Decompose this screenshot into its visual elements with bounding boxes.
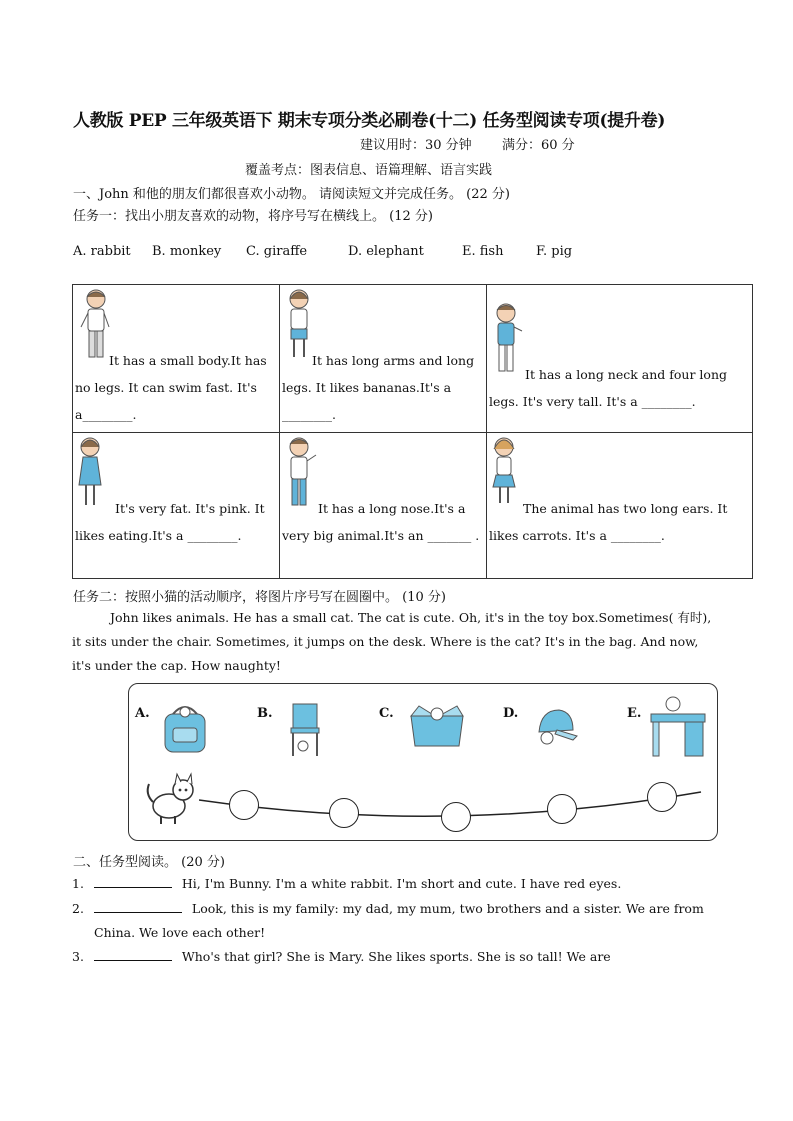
question-3-text: Who's that girl? She is Mary. She likes sports. She is so tall! We are xyxy=(181,949,611,964)
question-2-number: 2. xyxy=(72,901,84,916)
cell-2 xyxy=(280,285,487,433)
chair-icon xyxy=(285,702,325,758)
picture-label-a: A. xyxy=(135,706,150,721)
cell-5 xyxy=(280,433,487,579)
cat-picture-panel xyxy=(128,683,718,841)
sequence-circle-5[interactable] xyxy=(647,782,677,812)
toy-box-icon xyxy=(405,702,469,748)
exam-time-score xyxy=(360,134,575,153)
task1-instruction: 任务一：找出小朋友喜欢的动物，将序号写在横线上。 (12 分) xyxy=(73,209,433,224)
passage-line1: John likes animals. He has a small cat. The cat is cute. Oh, it's in the toy box.Sometimes( 有时), xyxy=(110,610,712,625)
cell5-line2: very big animal.It's an _______ . xyxy=(282,528,480,543)
sequence-circle-1[interactable] xyxy=(229,790,259,820)
cat-icon xyxy=(143,770,205,828)
cap-icon xyxy=(533,704,579,750)
bag-icon xyxy=(159,700,211,756)
answer-blank-1[interactable] xyxy=(94,875,172,888)
sequence-circle-3[interactable] xyxy=(441,802,471,832)
part1-heading: 一、John 和他的朋友们都很喜欢小动物。 请阅读短文并完成任务。 (22 分) xyxy=(73,187,510,202)
option-b: B. monkey xyxy=(152,244,222,259)
task2-instruction: 任务二：按照小猫的活动顺序，将图片序号写在圆圈中。 (10 分) xyxy=(73,590,446,605)
cell6-line2: likes carrots. It's a ________. xyxy=(489,528,665,543)
cell-1 xyxy=(73,285,280,433)
cell6-line1: The animal has two long ears. It xyxy=(523,501,728,516)
sequence-circle-4[interactable] xyxy=(547,794,577,824)
cell1-line3: a________. xyxy=(75,407,137,422)
picture-label-c: C. xyxy=(379,706,394,721)
option-f: F. pig xyxy=(536,244,573,259)
coverage-points: 覆盖考点：图表信息、语篇理解、语言实践 xyxy=(245,163,493,178)
passage-line2: it sits under the chair. Sometimes, it jumps on the desk. Where is the cat? It's in the bag. And now, xyxy=(72,634,699,649)
full-score: 满分：60 分 xyxy=(501,138,575,153)
page-title: 人教版 PEP 三年级英语下 期末专项分类必刷卷(十二) 任务型阅读专项(提升卷) xyxy=(73,111,666,131)
part2-heading: 二、任务型阅读。 (20 分) xyxy=(73,855,225,870)
option-c: C. giraffe xyxy=(246,244,308,259)
answer-blank-3[interactable] xyxy=(94,948,172,961)
suggested-time: 建议用时：30 分钟 xyxy=(360,138,472,153)
cell4-line2: likes eating.It's a ________. xyxy=(75,528,242,543)
question-2-text: Look, this is my family: my dad, my mum, two brothers and a sister. We are from xyxy=(191,901,704,916)
question-1-text: Hi, I'm Bunny. I'm a white rabbit. I'm short and cute. I have red eyes. xyxy=(181,876,622,891)
question-3-number: 3. xyxy=(72,949,84,964)
question-1-number: 1. xyxy=(72,876,84,891)
desk-icon xyxy=(647,694,709,758)
cell2-line1: It has long arms and long xyxy=(312,353,475,368)
question-2 xyxy=(72,897,704,945)
question-1 xyxy=(72,872,621,896)
picture-label-e: E. xyxy=(627,706,642,721)
question-2-continued: China. We love each other! xyxy=(94,925,266,940)
cell1-line2: no legs. It can swim fast. It's xyxy=(75,380,257,395)
answer-blank-2[interactable] xyxy=(94,900,182,913)
sequence-circle-2[interactable] xyxy=(329,798,359,828)
cell3-line2: legs. It's very tall. It's a ________. xyxy=(489,394,696,409)
cell1-line1: It has a small body.It has xyxy=(109,353,267,368)
cell2-line2: legs. It likes bananas.It's a xyxy=(282,380,452,395)
passage-line3: it's under the cap. How naughty! xyxy=(72,658,281,673)
question-3 xyxy=(72,945,611,969)
option-d: D. elephant xyxy=(348,244,424,259)
animal-description-table xyxy=(72,284,753,579)
picture-label-b: B. xyxy=(257,706,273,721)
cell-6 xyxy=(487,433,753,579)
cell-3 xyxy=(487,285,753,433)
cell5-line1: It has a long nose.It's a xyxy=(318,501,466,516)
cell-4 xyxy=(73,433,280,579)
cat-passage xyxy=(72,606,722,678)
cell3-line1: It has a long neck and four long xyxy=(525,367,728,382)
option-a: A. rabbit xyxy=(73,244,131,259)
cell4-line1: It's very fat. It's pink. It xyxy=(115,501,265,516)
option-e: E. fish xyxy=(462,244,504,259)
cell2-line3: ________. xyxy=(282,407,336,422)
picture-label-d: D. xyxy=(503,706,519,721)
